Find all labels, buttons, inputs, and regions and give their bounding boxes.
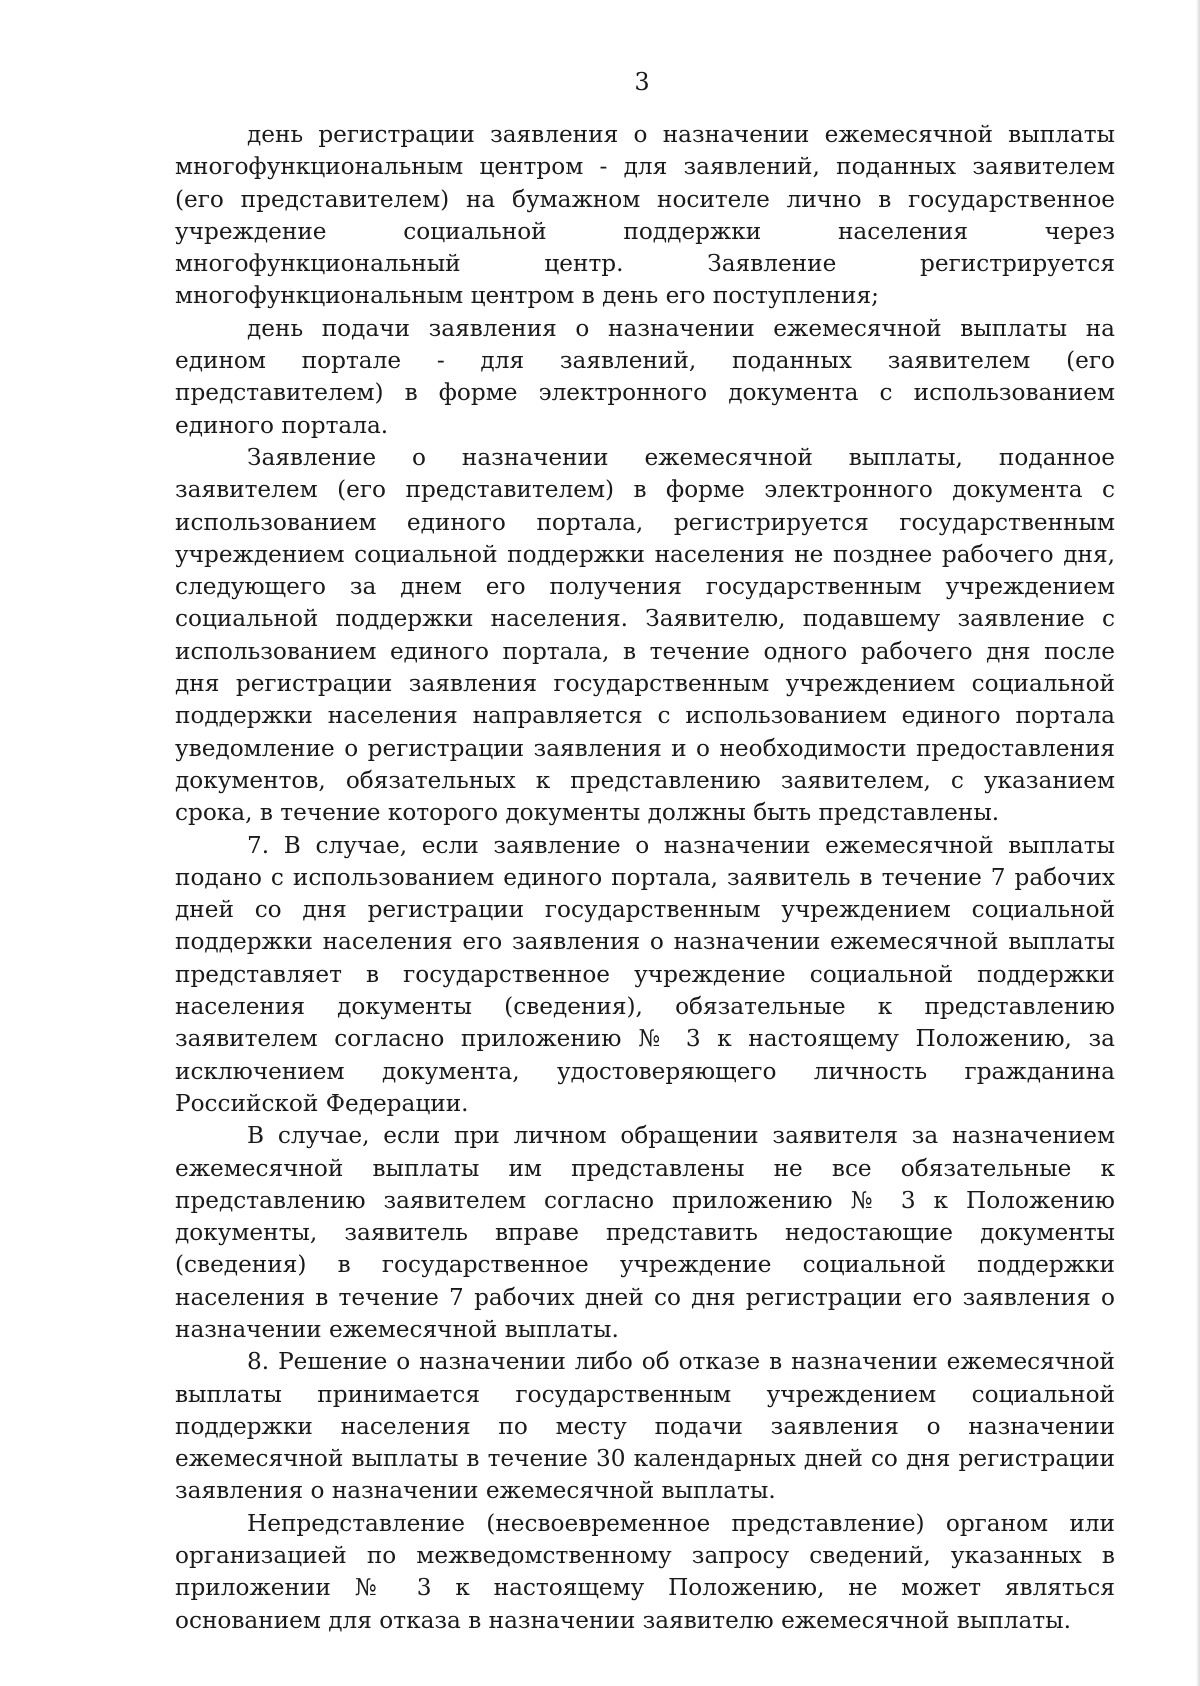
paragraph-clause-8: 8. Решение о назначении либо об отказе в назначении ежемесячной выплаты принимается государственным учреждением социальной поддержки населения по месту подачи заявления о назначении ежемесячной выплаты в течение 30 календарных дней со дня регистрации заявления о назначении ежемесячной выплаты.: [175, 1348, 1115, 1505]
page-number: 3: [634, 68, 650, 96]
page-edge: [1196, 0, 1200, 1686]
document-body: [175, 119, 1115, 1637]
paragraph-registration-portal: день подачи заявления о назначении ежемесячной выплаты на едином портале - для заявлений, поданных заявителем (его представителем) в форме электронного документа с использованием единого портала.: [175, 314, 1115, 439]
paragraph-registration-mfc: день регистрации заявления о назначении ежемесячной выплаты многофункциональным центром - для заявлений, поданных заявителем (его представителем) на бумажном носителе лично в государственное учреждение социальной поддержки населения через многофункциональный центр. Заявление регистрируется многофункциональным центром в день его поступления;: [175, 121, 1115, 310]
paragraph-clause-7: 7. В случае, если заявление о назначении ежемесячной выплаты подано с использованием единого портала, заявитель в течение 7 рабочих дней со дня регистрации государственным учреждением социальной поддержки населения его заявления о назначении ежемесячной выплаты представляет в государственное учреждение социальной поддержки населения документы (сведения), обязательные к представлению заявителем согласно приложению № 3 к настоящему Положению, за исключением документа, удостоверяющего личность гражданина Российской Федерации.: [175, 831, 1115, 1117]
paragraph-non-submission: Непредставление (несвоевременное представление) органом или организацией по межведомственному запросу сведений, указанных в приложении № 3 к настоящему Положению, не может являться основанием для отказа в назначении заявителю ежемесячной выплаты.: [175, 1509, 1115, 1634]
paragraph-missing-documents: В случае, если при личном обращении заявителя за назначением ежемесячной выплаты им представлены не все обязательные к представлению заявителем согласно приложению № 3 к Положению документы, заявитель вправе представить недостающие документы (сведения) в государственное учреждение социальной поддержки населения в течение 7 рабочих дней со дня регистрации его заявления о назначении ежемесячной выплаты.: [175, 1122, 1115, 1343]
paragraph-electronic-application: Заявление о назначении ежемесячной выплаты, поданное заявителем (его представителем) в форме электронного документа с использованием единого портала, регистрируется государственным учреждением социальной поддержки населения не позднее рабочего дня, следующего за днем его получения государственным учреждением социальной поддержки населения. Заявителю, подавшему заявление с использованием единого портала, в течение одного рабочего дня после дня регистрации заявления государственным учреждением социальной поддержки населения направляется с использованием единого портала уведомление о регистрации заявления и о необходимости предоставления документов, обязательных к представлению заявителем, с указанием срока, в течение которого документы должны быть представлены.: [175, 443, 1115, 827]
